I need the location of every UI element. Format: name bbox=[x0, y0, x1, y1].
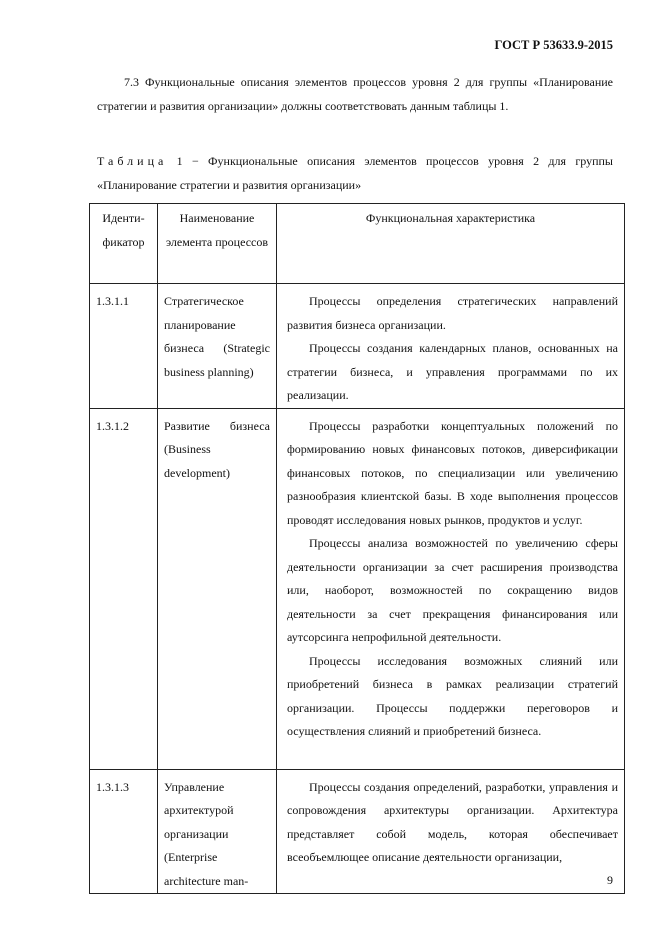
row-desc bbox=[277, 408, 625, 769]
functional-descriptions-table bbox=[89, 203, 625, 894]
header-desc-cell bbox=[277, 204, 625, 284]
table-row bbox=[90, 284, 625, 409]
row-desc bbox=[277, 769, 625, 894]
intro-text: 7.3 Функциональные описания элементов процессов уровня 2 для группы «Планирование стратегии и развития организации» должны соответствовать данным таблицы 1. bbox=[97, 75, 613, 113]
header-name: Наименование элемента процессов bbox=[165, 211, 269, 249]
table-row bbox=[90, 769, 625, 894]
intro-paragraph bbox=[97, 70, 613, 118]
header-id: Иденти-фикатор bbox=[102, 211, 145, 249]
row-id: 1.3.1.3 bbox=[90, 769, 158, 894]
desc-paragraph: Процессы разработки концептуальных положений по формированию новых финансовых потоков, диверсификации финансовых потоков, по специализации или увеличению разнообразия клиентской базы. В ходе выполнения процессов проводят исследования новых рынков, продуктов и услуг. bbox=[287, 418, 618, 527]
desc-paragraph: Процессы исследования возможных слияний или приобретений бизнеса в рамках реализации стратегий организации. Процессы поддержки переговоров и осуществления слияний и приобретений бизнеса. bbox=[287, 653, 618, 738]
row-id: 1.3.1.2 bbox=[90, 408, 158, 769]
row-name: Управление архитектурой организации (Enterprise architecture man- bbox=[158, 769, 277, 894]
caption-prefix: Таблица bbox=[97, 154, 168, 168]
desc-paragraph: Процессы анализа возможностей по увеличению сферы деятельности организации за счет расширения производства или, наоборот, возможностей по сокращению видов деятельности за счет прекращения финансирования или аутсорсинга непрофильной деятельности. bbox=[287, 536, 618, 644]
table-row bbox=[90, 408, 625, 769]
caption-text: 1 − Функциональные описания элементов процессов уровня 2 для группы «Планирование стратегии и развития организации» bbox=[97, 154, 613, 192]
header-desc: Функциональная характеристика bbox=[365, 211, 536, 225]
document-id: ГОСТ Р 53633.9-2015 bbox=[494, 38, 613, 52]
row-desc bbox=[277, 284, 625, 409]
page-number: 9 bbox=[607, 873, 613, 887]
table-header-row bbox=[90, 204, 625, 284]
row-id: 1.3.1.1 bbox=[90, 284, 158, 409]
desc-paragraph: Процессы создания календарных планов, основанных на стратегии бизнеса, и управления программами по их реализации. bbox=[287, 341, 618, 402]
header-id-cell bbox=[90, 204, 158, 284]
desc-paragraph: Процессы определения стратегических направлений развития бизнеса организации. bbox=[287, 294, 618, 332]
row-name: Развитие бизнеса (Business development) bbox=[158, 408, 277, 769]
header-name-cell bbox=[158, 204, 277, 284]
desc-paragraph: Процессы создания определений, разработки, управления и сопровождения архитектуры организации. Архитектура представляет собой модель, которая обеспечивает всеобъемлющее описание деятельности организации, bbox=[287, 779, 618, 864]
row-name: Стратегическое планирование бизнеса (Strategic business planning) bbox=[158, 284, 277, 409]
table-caption bbox=[97, 149, 613, 197]
